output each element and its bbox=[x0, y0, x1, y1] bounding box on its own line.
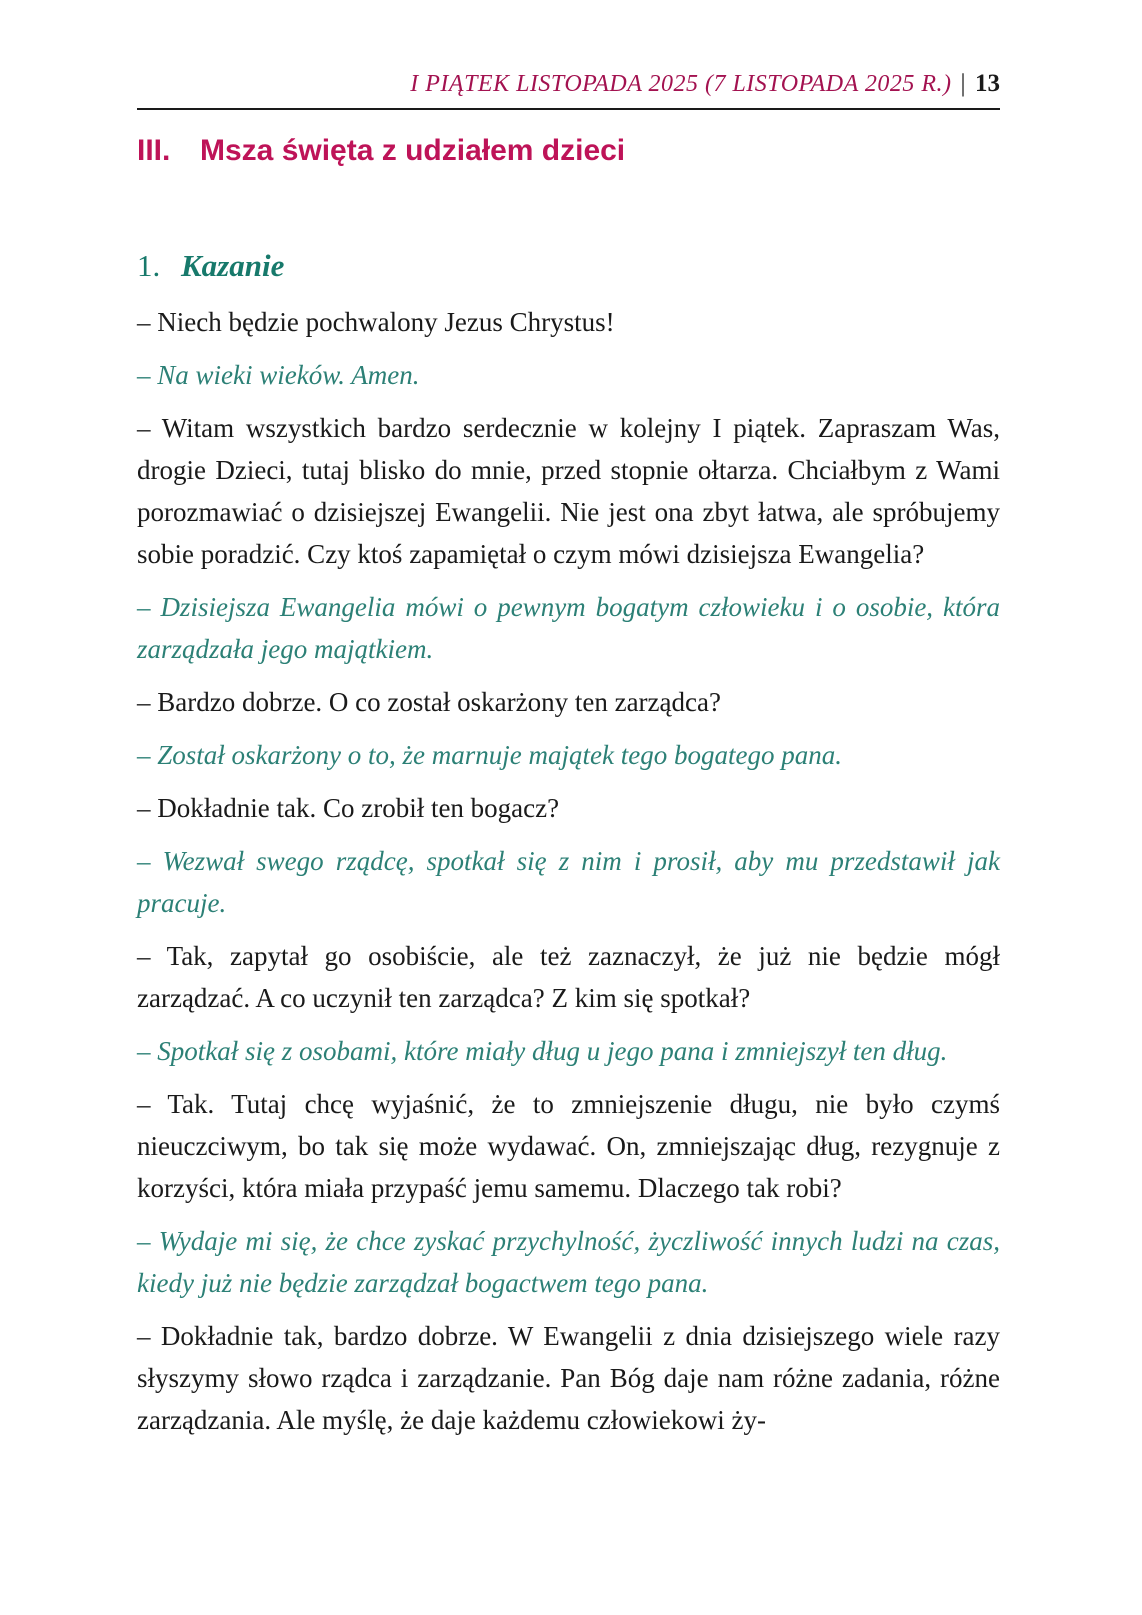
page-number: 13 bbox=[975, 70, 1000, 97]
dialogue-paragraph-priest: – Tak. Tutaj chcę wyjaśnić, że to zmniejszenie długu, nie było czymś nieuczciwym, bo tak się może wydawać. On, zmniejszając dług, rezygnuje z korzyści, która miała przypaść jemu samemu. Dlaczego tak robi? bbox=[137, 1089, 1000, 1203]
section-heading bbox=[137, 134, 1000, 168]
dialogue-paragraph-priest: – Dokładnie tak, bardzo dobrze. W Ewangelii z dnia dzisiejszego wiele razy słyszymy słowo rządca i zarządzanie. Pan Bóg daje nam różne zadania, różne zarządzania. Ale myślę, że daje każdemu człowiekowi ży- bbox=[137, 1321, 1000, 1435]
section-number: III. bbox=[137, 134, 171, 167]
dialogue-paragraph-children: – Spotkał się z osobami, które miały dług u jego pana i zmniejszył ten dług. bbox=[137, 1036, 948, 1066]
subsection-number: 1. bbox=[137, 248, 161, 283]
header-separator: | bbox=[960, 70, 966, 97]
dialogue-paragraph-children: – Wydaje mi się, że chce zyskać przychylność, życzliwość innych ludzi na czas, kiedy już nie będzie zarządzał bogactwem tego pana. bbox=[137, 1226, 1000, 1298]
dialogue-paragraph-priest: – Dokładnie tak. Co zrobił ten bogacz? bbox=[137, 793, 560, 823]
dialogue-paragraph-priest: – Witam wszystkich bardzo serdecznie w kolejny I piątek. Zapraszam Was, drogie Dzieci, tutaj blisko do mnie, przed stopnie ołtarza. Chciałbym z Wami porozmawiać o dzisiejszej Ewangelii. Nie jest ona zbyt łatwa, ale spróbujemy sobie poradzić. Czy ktoś zapamiętał o czym mówi dzisiejsza Ewangelia? bbox=[137, 413, 1000, 569]
header-rule bbox=[137, 108, 1000, 110]
dialogue-paragraph-priest: – Bardzo dobrze. O co został oskarżony ten zarządca? bbox=[137, 687, 721, 717]
page-content bbox=[137, 246, 1000, 1452]
subsection-title: Kazanie bbox=[181, 248, 285, 283]
section-title: Msza święta z udziałem dzieci bbox=[200, 134, 626, 167]
dialogue-list bbox=[137, 301, 1000, 1441]
running-header-title: I PIĄTEK LISTOPADA 2025 (7 LISTOPADA 2025 R.) bbox=[410, 71, 952, 97]
dialogue-paragraph-children: – Na wieki wieków. Amen. bbox=[137, 360, 420, 390]
subsection-heading bbox=[137, 246, 1000, 286]
dialogue-paragraph-children: – Wezwał swego rządcę, spotkał się z nim i prosił, aby mu przedstawił jak pracuje. bbox=[137, 846, 1000, 918]
dialogue-paragraph-priest: – Niech będzie pochwalony Jezus Chrystus! bbox=[137, 307, 615, 337]
running-header bbox=[137, 70, 1000, 98]
dialogue-paragraph-children: – Został oskarżony o to, że marnuje majątek tego bogatego pana. bbox=[137, 740, 842, 770]
dialogue-paragraph-priest: – Tak, zapytał go osobiście, ale też zaznaczył, że już nie będzie mógł zarządzać. A co uczynił ten zarządca? Z kim się spotkał? bbox=[137, 941, 1000, 1013]
dialogue-paragraph-children: – Dzisiejsza Ewangelia mówi o pewnym bogatym człowieku i o osobie, która zarządzała jego majątkiem. bbox=[137, 592, 1000, 664]
